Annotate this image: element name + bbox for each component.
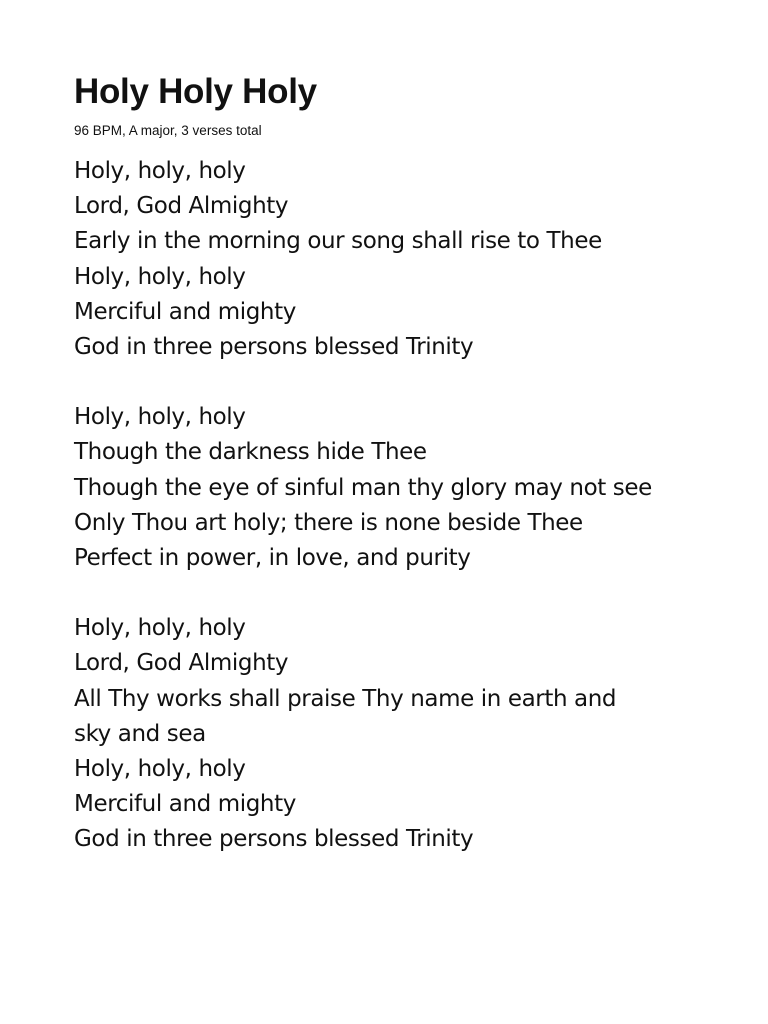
verse-2 xyxy=(74,400,728,576)
lyric-line: Holy, holy, holy xyxy=(74,404,246,431)
verses xyxy=(74,154,728,858)
lyrics-page xyxy=(74,70,728,893)
lyric-line: Holy, holy, holy xyxy=(74,615,246,642)
lyric-line: Holy, holy, holy xyxy=(74,756,246,783)
lyric-line: Though the darkness hide Thee xyxy=(74,439,427,466)
lyric-line: Perfect in power, in love, and purity xyxy=(74,545,471,572)
song-meta: 96 BPM, A major, 3 verses total xyxy=(74,123,262,138)
lyric-line: Merciful and mighty xyxy=(74,298,296,325)
lyric-line: Holy, holy, holy xyxy=(74,158,246,184)
lyric-line: Though the eye of sinful man thy glory may not see xyxy=(74,474,652,501)
lyric-line: Lord, God Almighty xyxy=(74,193,289,220)
lyric-line: All Thy works shall praise Thy name in earth and xyxy=(74,685,617,712)
lyric-line: Holy, holy, holy xyxy=(74,263,246,290)
lyric-line: God in three persons blessed Trinity xyxy=(74,826,474,853)
lyric-line: God in three persons blessed Trinity xyxy=(74,334,474,361)
song-title: Holy Holy Holy xyxy=(74,72,317,111)
verse-3 xyxy=(74,611,728,857)
lyric-line: Merciful and mighty xyxy=(74,791,296,818)
lyric-line: Lord, God Almighty xyxy=(74,650,289,677)
verse-1 xyxy=(74,154,728,365)
lyric-line: sky and sea xyxy=(74,720,206,747)
lyric-line: Early in the morning our song shall rise to Thee xyxy=(74,228,602,255)
lyric-line: Only Thou art holy; there is none beside Thee xyxy=(74,509,583,536)
